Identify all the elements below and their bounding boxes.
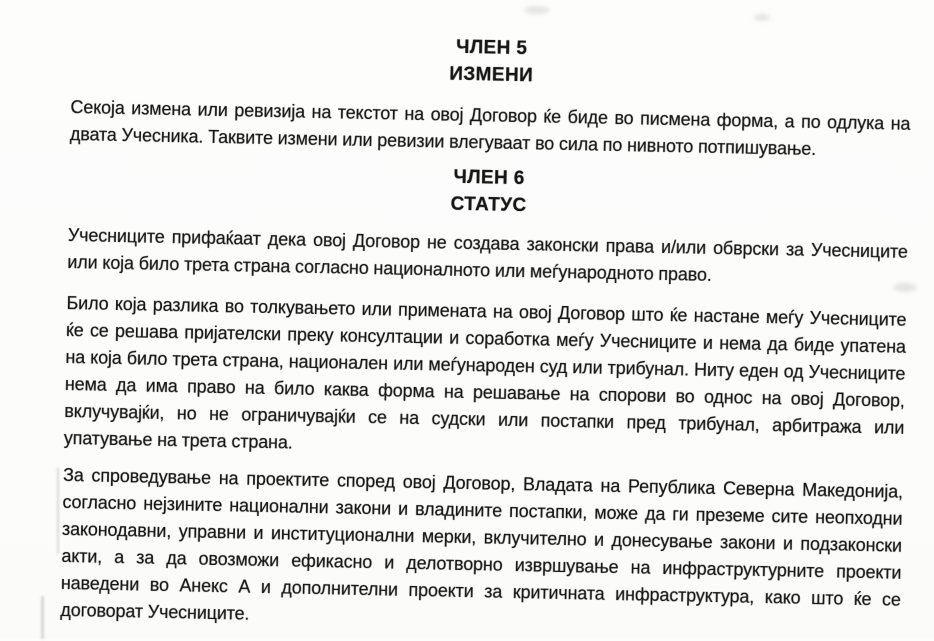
article-6-number-heading: ЧЛЕН 6 [453, 166, 525, 190]
article-5-number-heading: ЧЛЕН 5 [455, 36, 528, 60]
scan-streak [41, 596, 44, 639]
scan-smudge [524, 6, 550, 14]
article-6-paragraph-1: Учесниците прифаќаат дека овој Договор не создава законски права и/или обврски за Учесниците или која било трета страна согласно националното или меѓународното право. [67, 225, 908, 285]
article-6-paragraph-2: Било која разлика во толкувањето или примената на овој Договор што ќе настане меѓу Учесниците ќе се решава пријателски преку консултации и соработка меѓу Учесниците и нема да биде упатена на која било трета страна, национален или меѓународен суд или трибунал. Ниту еден од Учесниците нема да има право на било каква форма на решавање на спорови во однос на овој Договор, вклучувајќи, но не ограничувајќи се на судски или постапки пред трибунал, арбитража или упатување на трета страна. [63, 293, 907, 453]
document-text-block [60, 20, 912, 641]
article-5-paragraph-1: Секоја измена или ревизија на текстот на овој Договор ќе биде во писмена форма, а по одлука на двата Учесника. Таквите измени или ревизии влегуваат во сила по нивното потпишување. [69, 97, 911, 160]
article-5-title-heading: ИЗМЕНИ [449, 63, 534, 87]
article-6-paragraph-3: За спроведување на проектите според овој Договор, Владата на Република Северна Македонија, согласно нејзините национални закони и владините постапки, може да ги преземе сите неопходни законодавни, управни и институционални мерки, вклучително и донесување закони и подзаконски акти, а за да овозможи ефикасно и делотворно извршување на инфраструктурните проекти наведени во Анекс А и дополнителни проекти за критичната инфраструктура, како што ќе се договорат Учесниците. [60, 464, 904, 624]
scan-streak [57, 468, 59, 554]
article-6-title-heading: СТАТУС [450, 193, 527, 217]
scan-smudge [754, 14, 770, 21]
